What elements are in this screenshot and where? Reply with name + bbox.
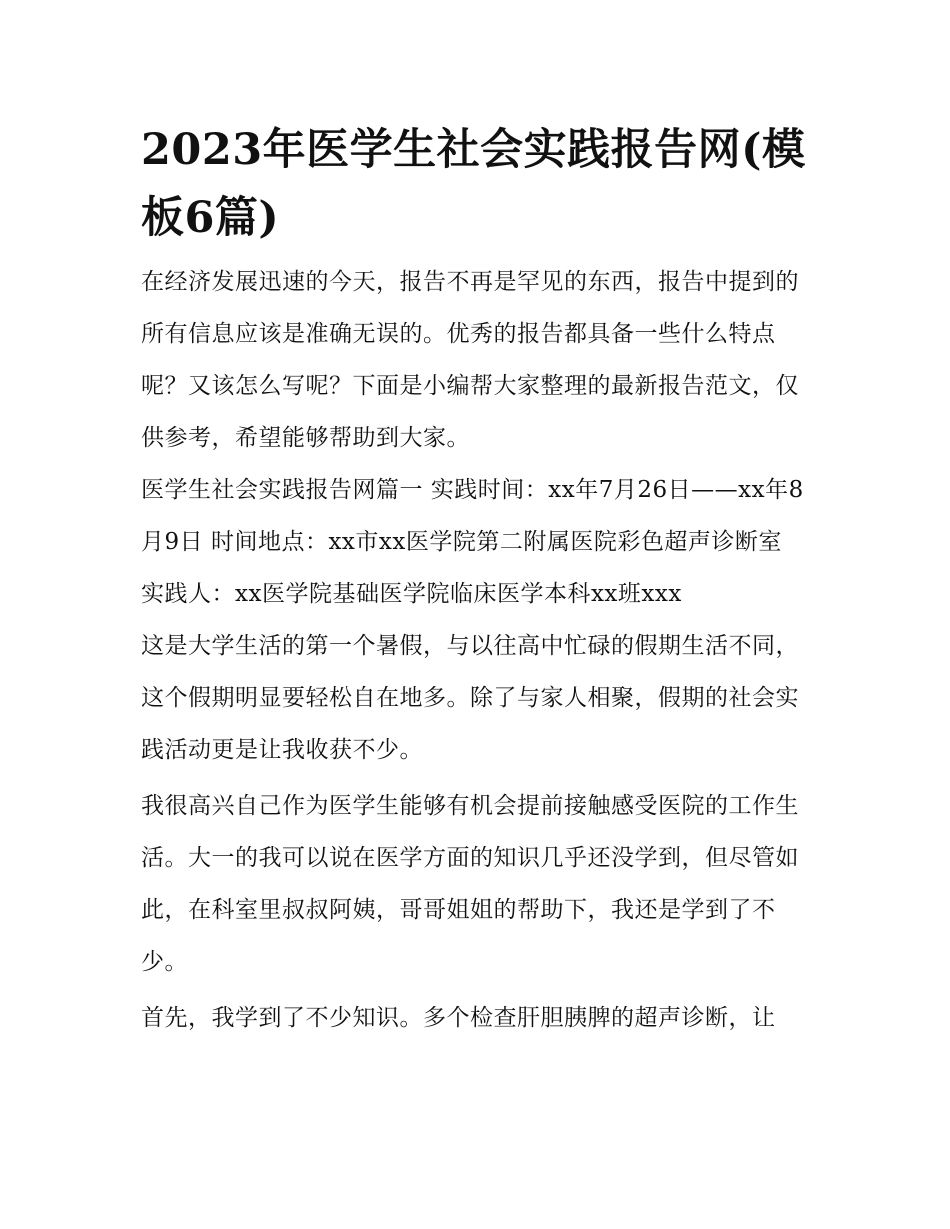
- document-title: 2023年医学生社会实践报告网(模板6篇): [141, 125, 806, 243]
- summer-paragraph: 这是大学生活的第一个暑假，与以往高中忙碌的假期生活不同，这个假期明显要轻松自在地多。除了与家人相聚，假期的社会实践活动更是让我收获不少。: [141, 633, 799, 763]
- document-page: [141, 116, 813, 1044]
- practice-info-paragraph: 医学生社会实践报告网篇一 实践时间：xx年7月26日——xx年8月9日 时间地点：xx市xx医学院第二附属医院彩色超声诊断室: [141, 477, 804, 555]
- practitioner-paragraph: 实践人：xx医学院基础医学院临床医学本科xx班xxx: [141, 581, 682, 607]
- knowledge-paragraph: 首先，我学到了不少知识。多个检查肝胆胰脾的超声诊断，让: [141, 1005, 776, 1031]
- hospital-experience-paragraph: 我很高兴自己作为医学生能够有机会提前接触感受医院的工作生活。大一的我可以说在医学方面的知识几乎还没学到，但尽管如此，在科室里叔叔阿姨，哥哥姐姐的帮助下，我还是学到了不少。: [141, 793, 799, 975]
- intro-paragraph: 在经济发展迅速的今天，报告不再是罕见的东西，报告中提到的所有信息应该是准确无误的。优秀的报告都具备一些什么特点呢？又该怎么写呢？下面是小编帮大家整理的最新报告范文，仅供参考，希望能够帮助到大家。: [141, 269, 799, 451]
